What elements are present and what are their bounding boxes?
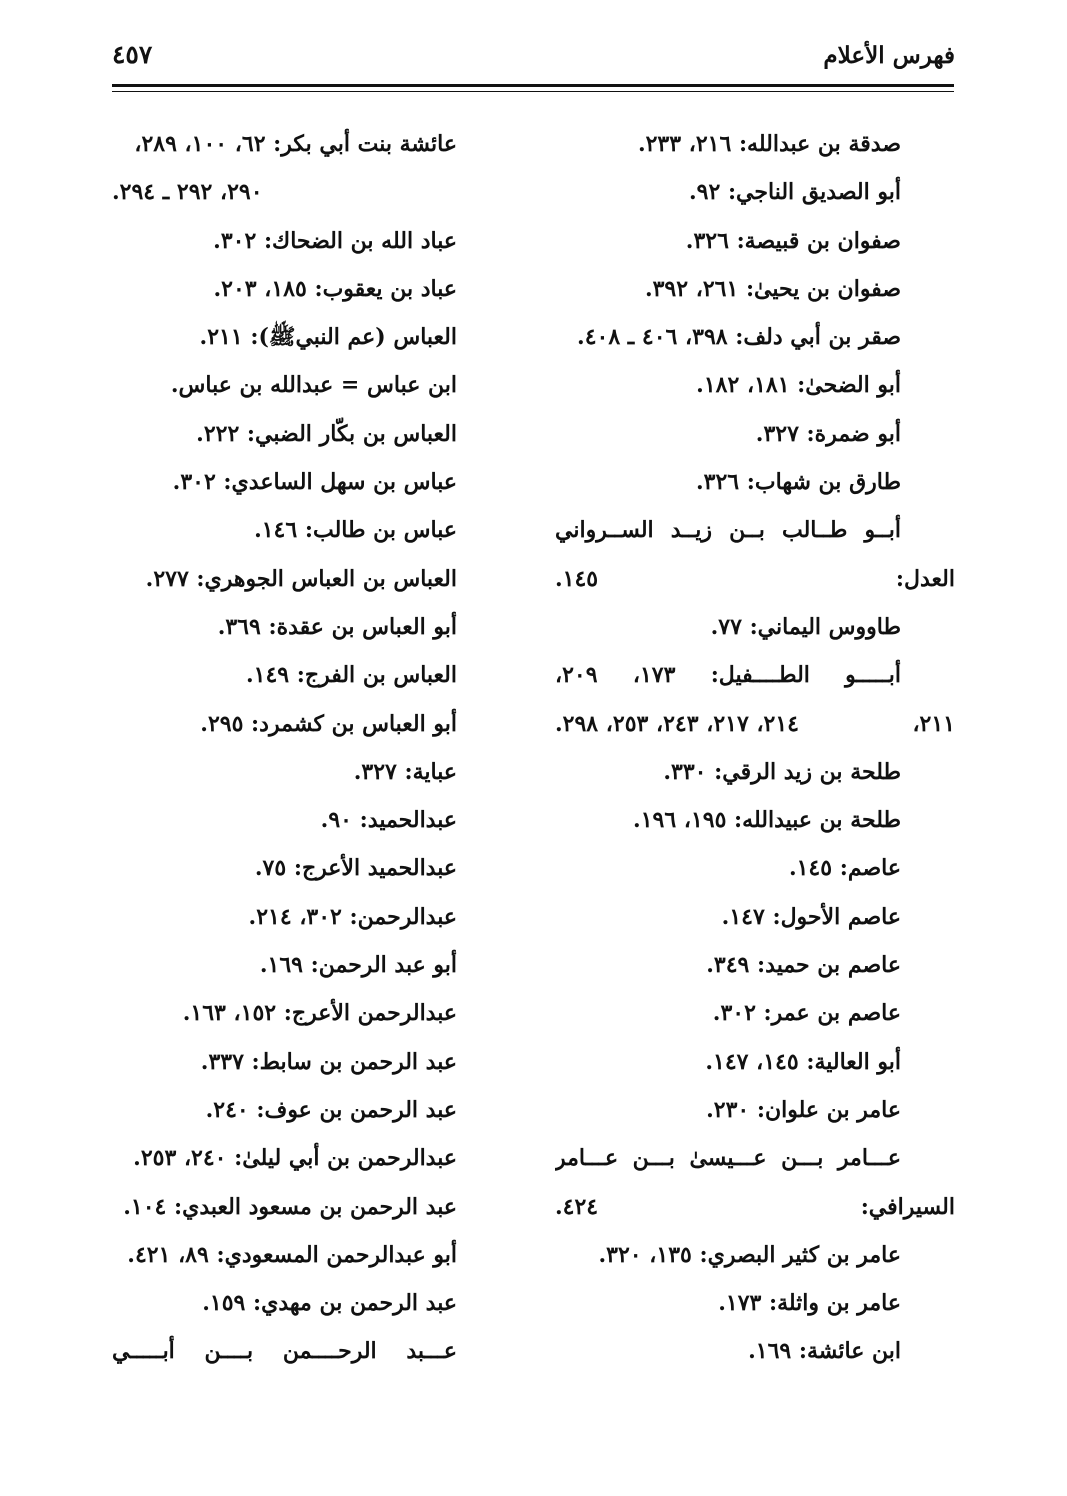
continuation-text: العدل: [895, 565, 955, 592]
index-entry-continuation [555, 1183, 955, 1231]
header-rule-thick [112, 84, 954, 87]
page-number: ٤٥٧ [112, 40, 153, 69]
index-entry: أبو ضمرة: ٣٢٧. [755, 420, 901, 447]
index-column-right [555, 120, 955, 1376]
continuation-text: السيرافي: [860, 1193, 955, 1220]
index-entry: ابن عباس = عبدالله بن عباس. [170, 372, 457, 399]
continuation-pages: ٢١٤، ٢١٧، ٢٤٣، ٢٥٣، ٢٩٨. [555, 710, 799, 737]
continuation-text: ٢١١، [912, 710, 955, 737]
index-entry: أبو الضحىٰ: ١٨١، ١٨٢. [696, 372, 901, 399]
index-entry: عبد الرحمن بن سابط: ٣٣٧. [200, 1048, 457, 1075]
index-entry: عاصم: ١٤٥. [788, 855, 901, 882]
index-entry: طلحة بن زيد الرقي: ٣٣٠. [663, 758, 901, 785]
continuation-pages: ١٤٥. [555, 565, 599, 592]
index-entry: العباس (عم النبيﷺ): ٢١١. [199, 324, 457, 351]
index-entry: أبو العباس بن كشمرد: ٢٩٥. [200, 710, 457, 737]
index-entry: عبدالرحمن: ٣٠٢، ٢١٤. [248, 903, 457, 930]
index-entry-continuation [555, 700, 955, 748]
index-entry: صفوان بن يحيىٰ: ٢٦١، ٣٩٢. [644, 275, 901, 302]
index-entry: عامر بن واثلة: ١٧٣. [718, 1290, 901, 1317]
index-entry-continuation [555, 555, 955, 603]
index-entry: أبــو طــالب بــن زيــد الســرواني [555, 517, 901, 544]
index-entry: عبدالحميد: ٩٠. [320, 807, 457, 834]
index-entry: عبدالرحمن بن أبي ليلىٰ: ٢٤٠، ٢٥٣. [133, 1145, 457, 1172]
index-entry: العباس بن العباس الجوهري: ٢٧٧. [145, 565, 457, 592]
index-entry: أبو العباس بن عقدة: ٣٦٩. [217, 613, 457, 640]
index-entry: عاصم بن عمر: ٣٠٢. [712, 1000, 901, 1027]
index-entry: عباية: ٣٢٧. [353, 758, 457, 785]
index-entry: عباد بن يعقوب: ١٨٥، ٢٠٣. [213, 275, 457, 302]
index-entry: عبدالرحمن الأعرج: ١٥٢، ١٦٣. [182, 1000, 457, 1027]
index-entry: صقر بن أبي دلف: ٣٩٨، ٤٠٦ ـ ٤٠٨. [577, 324, 901, 351]
index-entry: عباس بن طالب: ١٤٦. [254, 517, 457, 544]
index-entry-continuation: ٢٩٠، ٢٩٢ ـ ٢٩٤. [112, 179, 263, 206]
index-entry: عائشة بنت أبي بكر: ٦٢، ١٠٠، ٢٨٩، [134, 131, 457, 157]
index-entry: طاووس اليماني: ٧٧. [710, 613, 901, 640]
page-header-title: فهرس الأعلام [823, 42, 955, 69]
index-entry: عاصم بن حميد: ٣٤٩. [706, 952, 901, 979]
index-entry: عـــامر بـــن عـــيسىٰ بـــن عـــامر [555, 1145, 901, 1172]
index-entry: طارق بن شهاب: ٣٢٦. [696, 469, 901, 496]
index-entry: العباس بن الفرج: ١٤٩. [245, 662, 457, 689]
index-entry: عبد الرحمن بن مهدي: ١٥٩. [202, 1290, 457, 1317]
index-entry: أبـــــو الطــــفيل: ١٧٣، ٢٠٩، [555, 662, 901, 689]
index-entry: عاصم الأحول: ١٤٧. [721, 903, 901, 930]
index-entry: أبو الصديق الناجي: ٩٢. [688, 179, 901, 206]
index-entry: عبد الرحمن بن مسعود العبدي: ١٠٤. [123, 1193, 457, 1220]
index-entry: العباس بن بكّار الضبي: ٢٢٢. [196, 420, 457, 447]
index-column-left [112, 120, 457, 1376]
header-rule-thin [112, 91, 954, 92]
index-entry: عباد الله بن الضحاك: ٣٠٢. [213, 227, 457, 254]
index-entry: عبد الرحمن بن عوف: ٢٤٠. [205, 1096, 457, 1123]
index-entry: أبو عبد الرحمن: ١٦٩. [259, 952, 457, 979]
index-entry: صدقة بن عبدالله: ٢١٦، ٢٣٣. [637, 131, 901, 157]
index-entry: عـــبد الرحــــمن بــــن أبـــــي [112, 1338, 457, 1365]
index-entry: طلحة بن عبيدالله: ١٩٥، ١٩٦. [633, 807, 901, 834]
index-entry: صفوان بن قبيصة: ٣٢٦. [685, 227, 901, 254]
index-entry: عامر بن كثير البصري: ١٣٥، ٣٢٠. [598, 1241, 901, 1268]
index-entry: عبدالحميد الأعرج: ٧٥. [254, 855, 457, 882]
index-entry: عباس بن سهل الساعدي: ٣٠٢. [172, 469, 457, 496]
index-entry: ابن عائشة: ١٦٩. [748, 1338, 901, 1365]
index-entry: أبو العالية: ١٤٥، ١٤٧. [705, 1048, 901, 1075]
index-entry: أبو عبدالرحمن المسعودي: ٨٩، ٤٢١. [127, 1241, 457, 1268]
index-entry: عامر بن علوان: ٢٣٠. [706, 1096, 901, 1123]
continuation-pages: ٤٢٤. [555, 1193, 599, 1220]
